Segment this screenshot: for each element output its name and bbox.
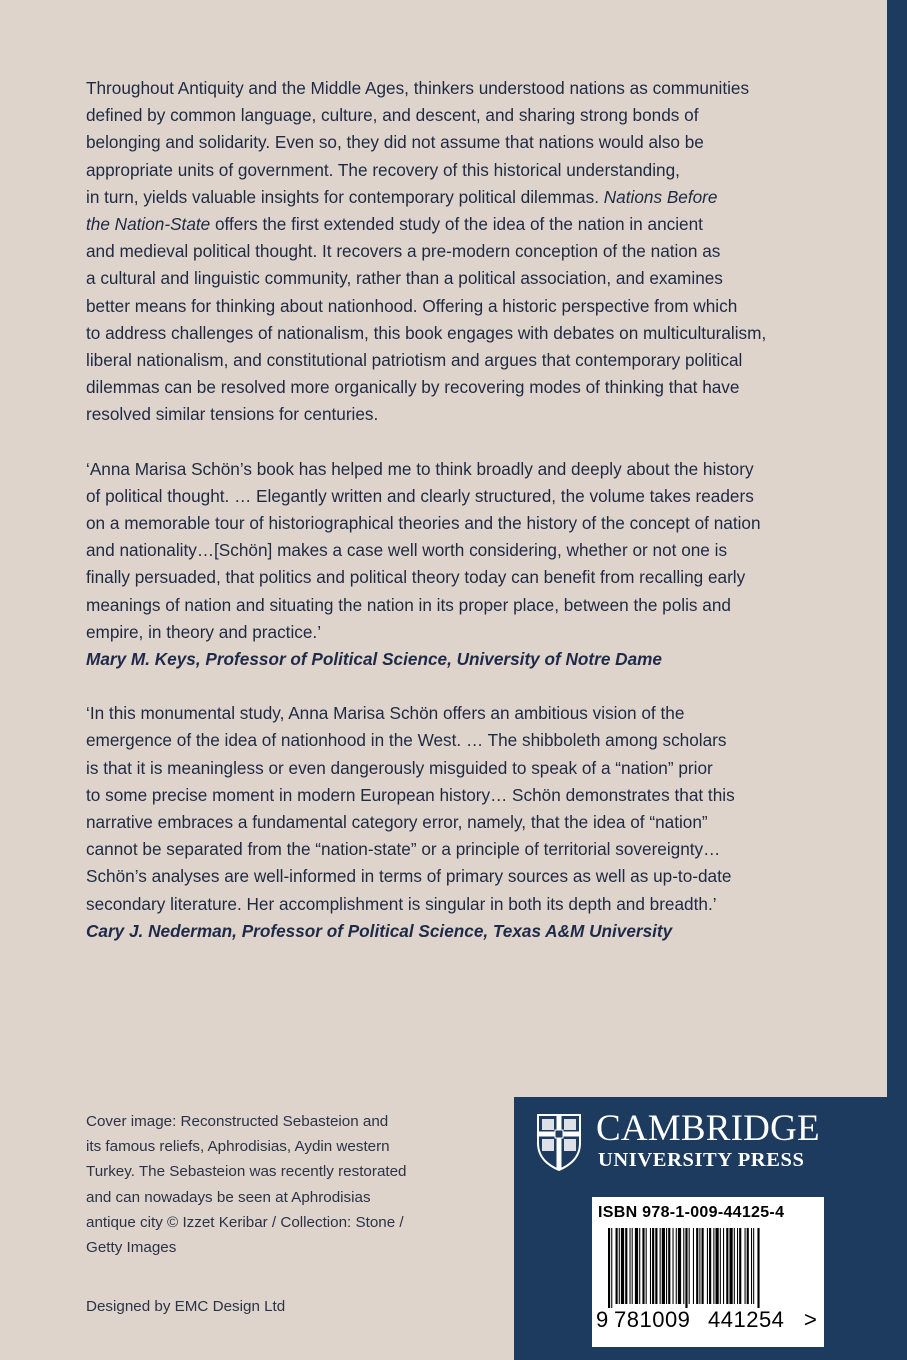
designer-credit: Designed by EMC Design Ltd	[86, 1298, 286, 1315]
credit-line: and can nowadays be seen at Aphrodisias	[86, 1188, 371, 1206]
cover-image-credit	[86, 1109, 436, 1260]
barcode-bar	[685, 1228, 687, 1308]
review-quote	[86, 700, 826, 945]
barcode-bar	[753, 1228, 754, 1304]
barcode-bar	[660, 1228, 661, 1304]
barcode-bar	[676, 1228, 677, 1304]
barcode-bar	[707, 1228, 708, 1304]
blurb-line: dilemmas can be resolved more organically by recovering modes of thinking that have	[86, 377, 740, 398]
barcode-bar	[621, 1228, 624, 1304]
review-line: on a memorable tour of historiographical theories and the history of the concept of nation	[86, 513, 761, 534]
barcode-bar	[639, 1228, 640, 1304]
barcode-bar	[739, 1228, 741, 1304]
review-line: meanings of nation and situating the nation in its proper place, between the polis and	[86, 594, 731, 615]
barcode-bar	[678, 1228, 681, 1304]
barcode-bar	[723, 1228, 724, 1304]
blurb-line: a cultural and linguistic community, rather than a political association, and examines	[86, 268, 723, 289]
barcode-bar	[650, 1228, 651, 1304]
review-line: ‘Anna Marisa Schön’s book has helped me to think broadly and deeply about the history	[86, 458, 754, 479]
barcode-bar	[751, 1228, 752, 1304]
barcode-bar	[611, 1228, 612, 1308]
barcode-bar	[616, 1228, 618, 1304]
credit-line: antique city © Izzet Keribar / Collection: Stone /	[86, 1213, 404, 1231]
review-line: and nationality…[Schön] makes a case well worth considering, whether or not one is	[86, 540, 728, 561]
barcode-bar	[720, 1228, 721, 1304]
barcode-bar	[662, 1228, 665, 1304]
barcode-bar	[734, 1228, 735, 1304]
review-line: of political thought. … Elegantly written and clearly structured, the volume takes readers	[86, 485, 754, 506]
review-line: cannot be separated from the “nation-state” or a principle of territorial sovereignty…	[86, 839, 721, 860]
spine-strip	[887, 0, 907, 1360]
isbn-barcode	[592, 1197, 824, 1347]
barcode-bar	[673, 1228, 674, 1304]
barcode-digit-suffix: >	[804, 1307, 818, 1332]
publisher-subname: UNIVERSITY PRESS	[598, 1149, 805, 1171]
barcode-bar	[726, 1228, 728, 1304]
barcode-bar	[702, 1228, 704, 1304]
barcode-bar	[699, 1228, 700, 1304]
barcode-bar	[709, 1228, 711, 1304]
publisher-name: CAMBRIDGE	[596, 1108, 820, 1149]
barcode-bar	[757, 1228, 759, 1308]
barcode-bar	[655, 1228, 657, 1304]
credit-line: Getty Images	[86, 1239, 177, 1257]
barcode-bar	[713, 1228, 714, 1304]
review-line: to some precise moment in modern European history… Schön demonstrates that this	[86, 784, 735, 805]
blurb-line: Throughout Antiquity and the Middle Ages, thinkers understood nations as communities	[86, 78, 750, 98]
barcode-digit-first: 9	[596, 1307, 609, 1332]
barcode-bar	[635, 1228, 638, 1304]
credit-line: its famous reliefs, Aphrodisias, Aydin western	[86, 1138, 390, 1156]
barcode-bar	[689, 1228, 690, 1304]
barcode-bar	[625, 1228, 627, 1304]
barcode-bar	[666, 1228, 667, 1304]
blurb-line: defined by common language, culture, and descent, and sharing strong bonds of	[86, 105, 699, 126]
barcode-bar	[632, 1228, 633, 1304]
barcode-bar	[642, 1228, 644, 1304]
barcode-bar	[737, 1228, 738, 1304]
review-line: narrative embraces a fundamental category error, namely, that the idea of “nation”	[86, 812, 708, 833]
review-line: finally persuaded, that politics and political theory today can benefit from recalling early	[86, 567, 746, 588]
barcode-digit-group: 781009	[614, 1307, 691, 1332]
review-line: empire, in theory and practice.’	[86, 621, 322, 642]
review-line: Schön’s analyses are well-informed in terms of primary sources as well as up-to-date	[86, 866, 732, 887]
book-title-part2: the Nation-State	[86, 214, 211, 235]
blurb-line: appropriate units of government. The recovery of this historical understanding,	[86, 159, 680, 180]
review-line: secondary literature. Her accomplishment is singular in both its depth and breadth.’	[86, 893, 717, 914]
barcode-bar	[630, 1228, 631, 1304]
review-line: emergence of the idea of nationhood in the West. … The shibboleth among scholars	[86, 730, 727, 751]
barcode-bar	[716, 1228, 719, 1304]
blurb-line: belonging and solidarity. Even so, they did not assume that nations would also be	[86, 132, 704, 153]
blurb-line	[86, 211, 826, 238]
barcode-bar	[745, 1228, 746, 1304]
barcode-digit-group: 441254	[708, 1307, 785, 1332]
cambridge-crest-icon	[536, 1113, 582, 1171]
barcode-bar	[646, 1228, 647, 1304]
review-line: is that it is meaningless or even dangerously misguided to speak of a “nation” prior	[86, 757, 713, 778]
barcode-bar	[608, 1228, 610, 1308]
review-line: ‘In this monumental study, Anna Marisa Schön offers an ambitious vision of the	[86, 703, 685, 724]
publisher-block	[514, 1097, 887, 1360]
review-attribution: Cary J. Nederman, Professor of Political Science, Texas A&M University	[86, 920, 673, 941]
blurb-line: and medieval political thought. It recovers a pre-modern conception of the nation as	[86, 241, 721, 262]
barcode-bar	[693, 1228, 694, 1304]
blurb-line: liberal nationalism, and constitutional patriotism and argues that contemporary political	[86, 350, 743, 371]
barcode-bar	[729, 1228, 732, 1304]
review-quote	[86, 456, 826, 674]
book-title-part1: Nations Before	[603, 186, 718, 207]
barcode-bar	[668, 1228, 670, 1304]
blurb-line: resolved similar tensions for centuries.	[86, 404, 379, 425]
review-attribution: Mary M. Keys, Professor of Political Science, University of Notre Dame	[86, 649, 662, 670]
text-column	[86, 75, 826, 945]
blurb-line	[86, 184, 826, 211]
blurb-line-text: in turn, yields valuable insights for contemporary political dilemmas.	[86, 186, 604, 207]
blurb-paragraph	[86, 75, 826, 429]
blurb-line-text: offers the first extended study of the idea of the nation in ancient	[210, 214, 703, 235]
credit-line: Cover image: Reconstructed Sebasteion and	[86, 1113, 389, 1130]
barcode-bar	[683, 1228, 684, 1304]
isbn-label: ISBN 978-1-009-44125-4	[598, 1204, 785, 1221]
blurb-line: to address challenges of nationalism, this book engages with debates on multiculturalism,	[86, 322, 767, 343]
barcode-bar	[619, 1228, 620, 1304]
barcode-bar	[747, 1228, 749, 1304]
credit-line: Turkey. The Sebasteion was recently restorated	[86, 1163, 407, 1181]
barcode-bar	[652, 1228, 654, 1304]
blurb-line: better means for thinking about nationhood. Offering a historic perspective from which	[86, 295, 738, 316]
barcode-bars	[596, 1228, 820, 1308]
barcode-bar	[696, 1228, 698, 1304]
